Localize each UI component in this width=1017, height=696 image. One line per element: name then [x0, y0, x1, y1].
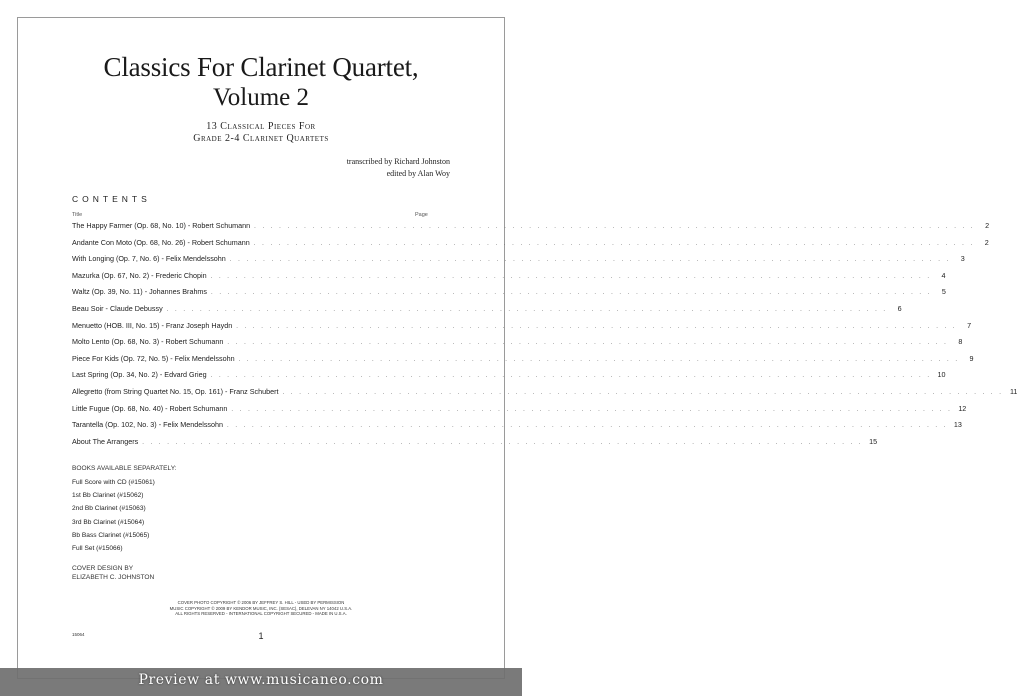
toc-dot-leader: . . . . . . . . . . . . . . . . . . . . . . . . . . . . . . . . . . . . . . . . . . . . . . . . . . . . . . . . . . . . . . . . . . . . . . . . . . . . . . . . . . . . . . . — [253, 240, 975, 247]
copyright-notice — [0, 600, 522, 617]
toc-dot-leader: . . . . . . . . . . . . . . . . . . . . . . . . . . . . . . . . . . . . . . . . . . . . . . . . . . . . . . . . . . . . . . . . . . . . . . . . . . . . . . . . . . . . . . . — [142, 439, 864, 446]
toc-dot-leader: . . . . . . . . . . . . . . . . . . . . . . . . . . . . . . . . . . . . . . . . . . . . . . . . . . . . . . . . . . . . . . . . . . . . . . . . . . . . . . . . . . . . . . . — [227, 340, 949, 347]
toc-entry-title: Tarantella (Op. 102, No. 3) - Felix Mendelssohn — [72, 420, 224, 430]
contents-heading: CONTENTS — [72, 194, 151, 204]
toc-dot-leader: . . . . . . . . . . . . . . . . . . . . . . . . . . . . . . . . . . . . . . . . . . . . . . . . . . . . . . . . . . . . . . . . . . . . . . . . . . . . . . . . . . . . . . . — [282, 389, 1004, 396]
page-column-header: Page — [415, 212, 428, 218]
book-item: Bb Bass Clarinet (#15065) — [72, 531, 150, 539]
toc-entry-title: With Longing (Op. 7, No. 6) - Felix Mendelssohn — [72, 254, 226, 264]
volume-title: Volume 2 — [212, 84, 310, 111]
toc-entry-title: Waltz (Op. 39, No. 11) - Johannes Brahms — [72, 287, 208, 297]
toc-dot-leader: . . . . . . . . . . . . . . . . . . . . . . . . . . . . . . . . . . . . . . . . . . . . . . . . . . . . . . . . . . . . . . . . . . . . . . . . . . . . . . . . . . . . . . . — [236, 323, 958, 330]
toc-entry-page: 5 — [941, 287, 946, 297]
toc-entry-title: Menuetto (HOB. III, No. 15) - Franz Joseph Haydn — [72, 320, 233, 330]
table-of-contents — [72, 221, 1017, 453]
title-column-header: Title — [72, 212, 83, 218]
toc-entry-page: 12 — [958, 403, 967, 413]
toc-entry[interactable] — [72, 403, 967, 421]
toc-entry[interactable] — [72, 237, 989, 255]
toc-dot-leader: . . . . . . . . . . . . . . . . . . . . . . . . . . . . . . . . . . . . . . . . . . . . . . . . . . . . . . . . . . . . . . . . . . . . . . . . . . . . . . . . . . . . . . . — [254, 224, 976, 230]
toc-entry[interactable] — [72, 370, 946, 387]
toc-entry-title: Allegretto (from String Quartet No. 15, Op. 161) - Franz Schubert — [72, 386, 279, 396]
toc-entry-title: Beau Soir - Claude Debussy — [72, 303, 163, 313]
toc-entry-title: Andante Con Moto (Op. 68, No. 26) - Robert Schumann — [72, 237, 250, 247]
cover-design-label: COVER DESIGN BY — [72, 565, 134, 572]
toc-entry-page: 7 — [967, 320, 972, 330]
toc-entry-page: 4 — [941, 270, 946, 280]
toc-entry[interactable] — [72, 254, 965, 271]
toc-entry[interactable] — [72, 386, 1017, 404]
book-item: Full Set (#15066) — [72, 544, 123, 552]
toc-entry-title: Molto Lento (Op. 68, No. 3) - Robert Schumann — [72, 337, 224, 347]
toc-entry[interactable] — [72, 320, 972, 338]
toc-entry-page: 8 — [958, 337, 963, 347]
toc-entry-page: 2 — [985, 221, 990, 230]
copyright-line-1: COVER PHOTO COPYRIGHT © 2006 BY JEFFREY S. HILL - USED BY PERMISSION — [177, 600, 345, 605]
toc-dot-leader: . . . . . . . . . . . . . . . . . . . . . . . . . . . . . . . . . . . . . . . . . . . . . . . . . . . . . . . . . . . . . . . . . . . . . . . . . . . . . . . . . . . . . . . — [211, 290, 932, 297]
toc-entry-page: 3 — [960, 254, 965, 264]
book-item: 1st Bb Clarinet (#15062) — [72, 492, 144, 500]
book-item: Full Score with CD (#15061) — [72, 479, 155, 486]
books-list — [72, 479, 155, 558]
transcriber-credit: transcribed by Richard Johnston — [346, 157, 450, 166]
toc-entry-page: 2 — [984, 237, 989, 247]
cover-designer-name: ELIZABETH C. JOHNSTON — [72, 574, 155, 581]
books-heading: BOOKS AVAILABLE SEPARATELY: — [72, 465, 177, 472]
toc-entry[interactable] — [72, 303, 902, 321]
toc-entry-page: 11 — [1009, 386, 1017, 396]
toc-entry-page: 9 — [969, 353, 974, 363]
toc-entry-title: Last Spring (Op. 34, No. 2) - Edvard Grieg — [72, 370, 207, 380]
toc-entry-page: 13 — [953, 420, 962, 430]
copyright-line-3: ALL RIGHTS RESERVED - INTERNATIONAL COPYRIGHT SECURED - MADE IN U.S.A. — [175, 611, 347, 617]
cover-design-credit — [72, 564, 154, 582]
page-number: 1 — [258, 631, 264, 641]
toc-dot-leader: . . . . . . . . . . . . . . . . . . . . . . . . . . . . . . . . . . . . . . . . . . . . . . . . . . . . . . . . . . . . . . . . . . . . . . . . . . . . . . . . . . . . . . . — [210, 273, 932, 280]
main-title: Classics For Clarinet Quartet, — [103, 52, 419, 82]
toc-entry[interactable] — [72, 337, 963, 354]
toc-dot-leader: . . . . . . . . . . . . . . . . . . . . . . . . . . . . . . . . . . . . . . . . . . . . . . . . . . . . . . . . . . . . . . . . . . . . . . . . . . . . . . . . . . . . . . . — [166, 306, 888, 313]
copyright-line-2: MUSIC COPYRIGHT © 2009 BY KENDOR MUSIC, INC. (SESAC), DELEVAN NY 14042 U.S.A. — [169, 605, 353, 611]
toc-dot-leader: . . . . . . . . . . . . . . . . . . . . . . . . . . . . . . . . . . . . . . . . . . . . . . . . . . . . . . . . . . . . . . . . . . . . . . . . . . . . . . . . . . . . . . . — [229, 257, 951, 264]
toc-entry-page: 15 — [869, 436, 878, 446]
toc-entry[interactable] — [72, 287, 946, 304]
toc-entry-title: The Happy Farmer (Op. 68, No. 10) - Robert Schumann — [72, 221, 251, 230]
toc-entry-page: 10 — [937, 370, 946, 380]
toc-entry-page: 6 — [897, 303, 902, 313]
toc-entry-title: Piece For Kids (Op. 72, No. 5) - Felix Mendelssohn — [72, 353, 235, 363]
editor-credit: edited by Alan Woy — [386, 169, 450, 178]
subtitle-line-1: 13 Classical Pieces For — [206, 121, 316, 132]
toc-entry[interactable] — [72, 436, 878, 454]
toc-dot-leader: . . . . . . . . . . . . . . . . . . . . . . . . . . . . . . . . . . . . . . . . . . . . . . . . . . . . . . . . . . . . . . . . . . . . . . . . . . . . . . . . . . . . . . . — [227, 423, 948, 430]
toc-entry[interactable] — [72, 353, 974, 371]
toc-dot-leader: . . . . . . . . . . . . . . . . . . . . . . . . . . . . . . . . . . . . . . . . . . . . . . . . . . . . . . . . . . . . . . . . . . . . . . . . . . . . . . . . . . . . . . . — [231, 406, 953, 413]
toc-entry[interactable] — [72, 420, 962, 437]
toc-entry[interactable] — [72, 270, 946, 288]
edition-number: 15064 — [72, 632, 85, 637]
toc-entry-title: Little Fugue (Op. 68, No. 40) - Robert Schumann — [72, 403, 228, 413]
toc-entry-title: Mazurka (Op. 67, No. 2) - Frederic Chopin — [72, 270, 207, 280]
toc-entry-title: About The Arrangers — [72, 436, 139, 446]
watermark-text[interactable]: Preview at www.musicaneo.com — [138, 672, 384, 688]
toc-dot-leader: . . . . . . . . . . . . . . . . . . . . . . . . . . . . . . . . . . . . . . . . . . . . . . . . . . . . . . . . . . . . . . . . . . . . . . . . . . . . . . . . . . . . . . . — [238, 356, 960, 363]
toc-entry[interactable] — [72, 221, 990, 238]
subtitle-line-2: Grade 2-4 Clarinet Quartets — [193, 133, 329, 144]
book-item: 3rd Bb Clarinet (#15064) — [72, 518, 145, 526]
toc-dot-leader: . . . . . . . . . . . . . . . . . . . . . . . . . . . . . . . . . . . . . . . . . . . . . . . . . . . . . . . . . . . . . . . . . . . . . . . . . . . . . . . . . . . . . . . — [210, 373, 932, 380]
book-item: 2nd Bb Clarinet (#15063) — [72, 505, 146, 513]
